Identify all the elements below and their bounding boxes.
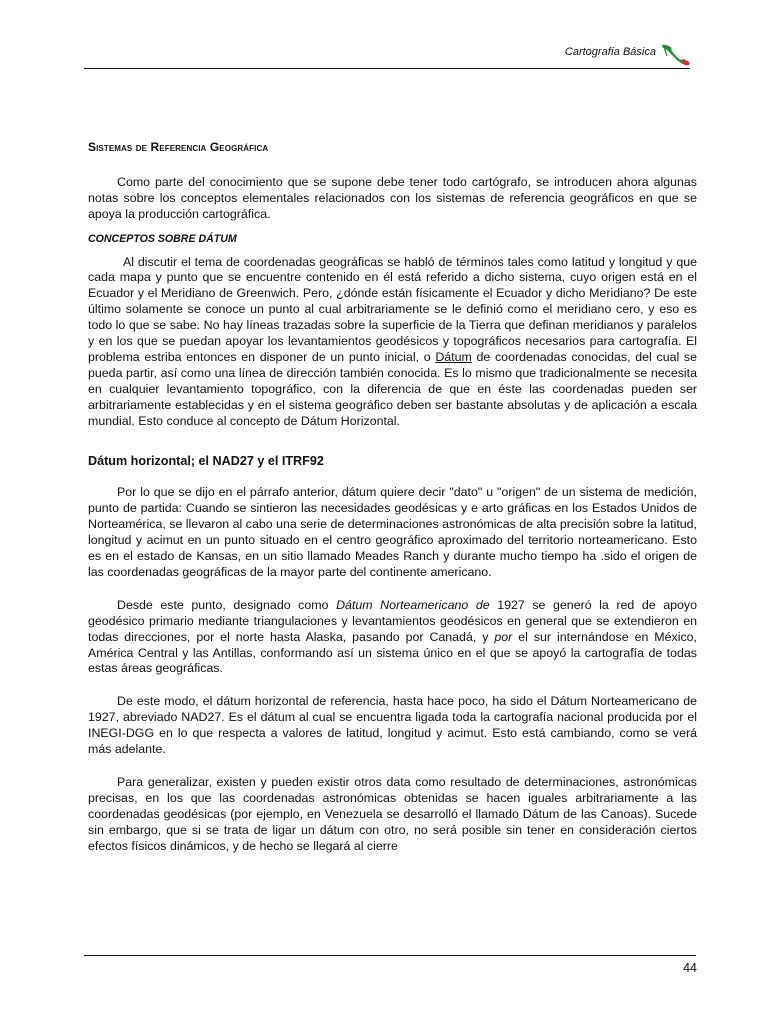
datum-concepts-paragraph: Al discutir el tema de coordenadas geográficas se habló de términos tales como latitud y longitud y que cada mapa y punto que se encuentre contenido en él está referido a dicho sistema, cuyo origen está en el Ecuador y el Meridiano de Greenwich. Pero, ¿dónde están físicamente el Ecuador y dicho Meridiano? De este último solamente se conoce un punto al cual arbitrariamente se le definió como el meridiano cero, y eso es todo lo que se sabe. No hay líneas trazadas sobre la superficie de la Tierra que definan meridianos y paralelos y en los que se puedan apoyar los levantamientos geodésicos y topográficos necesarios para cartografía. El problema estriba entonces en disponer de un punto inicial, o Dátum de coordenadas conocidas, del cual se pueda partir, así como una línea de dirección también conocida. Es lo mismo que tradicionalmente se necesita en cualquier levantamiento topográfico, con la diferencia de que en éste las coordenadas pueden ser arbitrariamente establecidas y en el sistema geográfico deben ser bastante absolutas y de aplicación a escala mundial. Esto conduce al concepto de Dátum Horizontal. [88, 254, 698, 428]
body-paragraph-3: De este modo, el dátum horizontal de referencia, hasta hace poco, ha sido el Dátum Norteamericano de 1927, abreviado NAD27. Es el dátum al cual se encuentra ligada toda la cartografía nacional producida por el INEGI-DGG en lo que respecta a valores de latitud, longitud y acimut. Esto está cambiando, como se verá más adelante. [88, 694, 697, 757]
mexico-map-icon [661, 42, 691, 68]
body-paragraph-1: Por lo que se dijo en el párrafo anterior, dátum quiere decir "dato" u "origen" de un sistema de medición, punto de partida: Cuando se sintieron las necesidades geodésicas y e arto gráficas en los Estados Unidos de Norteamérica, se llevaron al cabo una serie de determinaciones astronómicas de alta precisión sobre la latitud, longitud y acimut en un punto situado en el centro geográfico aproximado del territorio norteamericano. Esto es en el estado de Kansas, en un sitio llamado Meades Ranch y durante mucho tiempo ha .sido el origen de las coordenadas geográficas de la mayor parte del continente americano. [88, 485, 697, 579]
running-header-title: Cartografía Básica [564, 46, 656, 58]
header-divider [84, 68, 690, 69]
page-content [88, 140, 697, 855]
body-paragraph-4: Para generalizar, existen y pueden existir otros data como resultado de determinaciones, astronómicas precisas, en los que las coordenadas astronómicas obtenidas se hacen iguales arbitrariamente a las coordenadas geodésicas (por ejemplo, en Venezuela se desarrolló el llamado Dátum de las Canoas). Sucede sin embargo, que si se trata de ligar un dátum con otro, no será posible sin tener en consideración ciertos efectos físicos dinámicos, y de hecho se llegará al cierre [88, 775, 697, 853]
footer-divider [84, 955, 696, 956]
intro-paragraph: Como parte del conocimiento que se supone debe tener todo cartógrafo, se introducen ahora algunas notas sobre los conceptos elementales relacionados con los sistemas de referencia geográficos en que se apoya la producción cartográfica. [88, 174, 697, 221]
page-number: 44 [683, 961, 697, 975]
section-heading-datum-horizontal: Dátum horizontal; el NAD27 y el ITRF92 [88, 453, 324, 468]
subsection-title: CONCEPTOS SOBRE DÁTUM [88, 232, 237, 245]
datum-term: Dátum [435, 349, 472, 364]
body-paragraph-2: Desde este punto, designado como Dátum Norteamericano de 1927 se generó la red de apoyo geodésico primario mediante triangulaciones y levantamientos geodésicos en general que se extendieron en todas direcciones, por el norte hasta Alaska, pasando por Canadá, y por el sur internándose en México, América Central y las Antillas, conformando así un sistema único en el que se apoyó la cartografía de todas estas áreas geográficas. [88, 597, 697, 676]
section-title: Sistemas de Referencia Geográfica [88, 140, 269, 154]
